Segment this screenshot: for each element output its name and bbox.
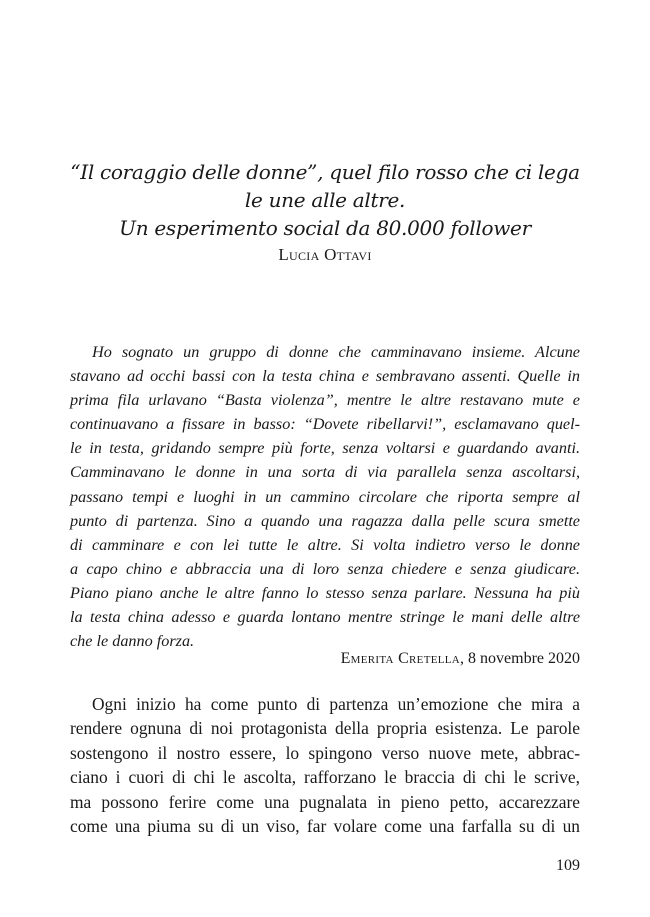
epigraph-line: stavano ad occhi bassi con la testa china e sembravano assenti. Quelle in (70, 367, 580, 386)
attribution-author: Emerita Cretella (340, 650, 461, 667)
chapter-author: Lucia Ottavi (278, 245, 372, 264)
epigraph-line: le in testa, gridando sempre più forte, senza voltarsi e guardando avanti. (70, 439, 580, 458)
epigraph-line: continuavano a fissare in basso: “Dovete ribellarvi!”, esclamavano quel- (70, 415, 580, 434)
chapter-title-line-1: “Il coraggio delle donne”, quel filo rosso che ci lega (70, 160, 580, 184)
body-line: ma possono ferire come una pugnalata in pieno petto, accarezzare (70, 791, 580, 812)
body-line: rendere ognuna di noi protagonista della propria esistenza. Le parole (70, 718, 580, 739)
epigraph-line: passano tempi e luoghi in un cammino circolare che riporta sempre al (70, 487, 580, 506)
body-line: come una piuma su di un viso, far volare come una farfalla su di un (70, 816, 580, 837)
body-line: Ogni inizio ha come punto di partenza un’emozione che mira a (92, 694, 580, 714)
epigraph-line: punto di partenza. Sino a quando una ragazza dalla pelle scura smette (70, 511, 580, 530)
attribution-date: , 8 novembre 2020 (460, 650, 580, 667)
epigraph-line: Camminavano le donne in una sorta di via parallela senza ascoltarsi, (70, 463, 580, 482)
body-line: ciano i cuori di chi le ascolta, rafforzano le braccia di chi le scrive, (70, 767, 580, 788)
chapter-heading (0, 158, 650, 266)
epigraph-line: prima fila urlavano “Basta violenza”, mentre le altre restavano mute e (70, 391, 580, 410)
epigraph-attribution (341, 648, 580, 670)
epigraph-line: Ho sognato un gruppo di donne che camminavano insieme. Alcune (92, 343, 580, 361)
epigraph-line: che le danno forza. (70, 632, 195, 651)
chapter-title-line-3: Un esperimento social da 80.000 follower (119, 216, 531, 240)
chapter-title-line-2: le une alle altre. (244, 188, 406, 212)
epigraph-line: di camminare e con lei tutte le altre. Si volta indietro verso le donne (70, 535, 580, 554)
epigraph-line: Piano piano anche le altre fanno lo stesso senza parlare. Nessuna ha più (70, 583, 580, 602)
epigraph-line: a capo chino e abbraccia una di loro senza chiedere e senza giudicare. (70, 559, 580, 578)
epigraph (70, 340, 580, 653)
body-paragraph (70, 692, 580, 838)
page-number: 109 (556, 857, 580, 874)
epigraph-line: la testa china adesso e guarda lontano mentre stringe le mani delle altre (70, 608, 580, 627)
body-line: sostengono il nostro essere, lo spingono verso nuove mete, abbrac- (70, 742, 580, 763)
